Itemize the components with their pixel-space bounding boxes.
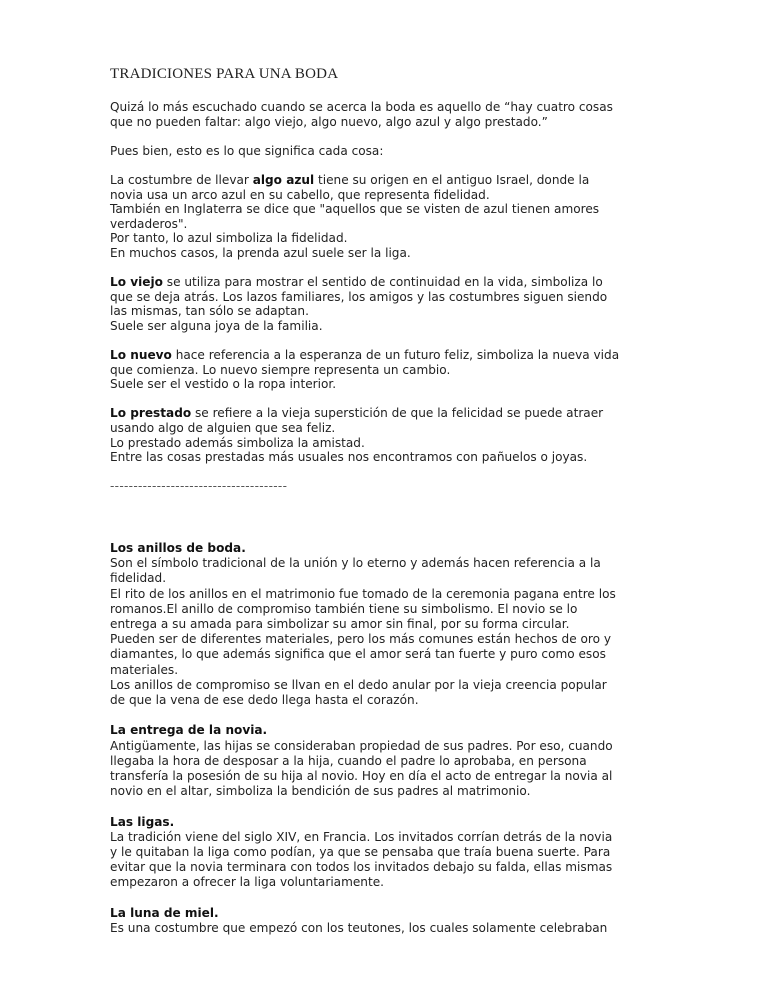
text-line: [110, 173, 619, 188]
text-run: se utiliza para mostrar el sentido de continuidad en la vida, simboliza lo: [162, 275, 603, 290]
bold-term: Lo prestado: [110, 406, 192, 421]
text-line: El rito de los anillos en el matrimonio fue tomado de la ceremonia pagana entre los: [110, 586, 616, 601]
section-heading: La entrega de la novia.: [110, 723, 268, 738]
lo-viejo-paragraph: [110, 275, 619, 333]
text-line: diamantes, lo que además significa que el amor será tan fuerte y puro como esos: [110, 647, 606, 662]
text-line: las mismas, tan sólo se adaptan.: [110, 304, 309, 319]
text-line: transfería la posesión de su hija al novio. Hoy en día el acto de entregar la novia al: [110, 769, 613, 784]
text-line: empezaron a ofrecer la liga voluntariamente.: [110, 875, 384, 890]
text-line: Suele ser el vestido o la ropa interior.: [110, 377, 337, 392]
anillos-paragraph: [110, 541, 616, 708]
text-line: romanos.El anillo de compromiso también tiene su simbolismo. El novio se lo: [110, 601, 578, 616]
text-line: que se deja atrás. Los lazos familiares, los amigos y las costumbres siguen siendo: [110, 289, 608, 304]
text-line: [110, 406, 619, 421]
separator-line: [110, 479, 619, 494]
luna-paragraph: [110, 906, 616, 936]
text-line: entrega a su amada para simbolizar su amor sin final, por su forma circular.: [110, 617, 570, 632]
bold-term: algo azul: [252, 172, 315, 187]
text-line: Son el símbolo tradicional de la unión y lo eterno y además hacen referencia a la: [110, 556, 601, 571]
text-line: Por tanto, lo azul simboliza la fidelidad.: [110, 231, 348, 246]
text-line: Pueden ser de diferentes materiales, pero los más comunes están hechos de oro y: [110, 632, 611, 647]
bold-term: Lo nuevo: [110, 348, 172, 363]
text-line: y le quitaban la liga como podían, ya que se pensaba que traía buena suerte. Para: [110, 845, 611, 860]
text-line: [110, 275, 619, 290]
lo-nuevo-paragraph: [110, 348, 619, 392]
entrega-paragraph: [110, 723, 616, 799]
text-line: llegaba la hora de desposar a la hija, cuando el padre lo aprobaba, en persona: [110, 753, 587, 768]
document-body: [110, 100, 619, 509]
section-heading: Las ligas.: [110, 814, 175, 829]
algo-azul-paragraph: [110, 173, 619, 261]
text-line: novia usa un arco azul en su cabello, que representa fidelidad.: [110, 187, 490, 202]
pues-paragraph: [110, 144, 619, 159]
text-line: que comienza. Lo nuevo siempre representa un cambio.: [110, 362, 451, 377]
text-line: Quizá lo más escuchado cuando se acerca la boda es aquello de “hay cuatro cosas: [110, 100, 613, 114]
text-line: Entre las cosas prestadas más usuales nos encontramos con pañuelos o joyas.: [110, 450, 588, 465]
dash-separator: --------------------------------------: [110, 479, 288, 494]
ligas-paragraph: [110, 815, 616, 891]
document-title: TRADICIONES PARA UNA BODA: [110, 66, 339, 82]
text-line: fidelidad.: [110, 571, 167, 586]
intro-paragraph: [110, 100, 619, 129]
text-line: materiales.: [110, 662, 179, 677]
text-line: verdaderos".: [110, 216, 188, 231]
text-line: Es una costumbre que empezó con los teutones, los cuales solamente celebraban: [110, 921, 608, 936]
text-line: novio en el altar, simboliza la bendición de sus padres al matrimonio.: [110, 784, 531, 799]
text-line: Antigüamente, las hijas se consideraban propiedad de sus padres. Por eso, cuando: [110, 738, 613, 753]
text-run: tiene su origen en el antiguo Israel, donde la: [314, 172, 590, 187]
text-line: Pues bien, esto es lo que significa cada cosa:: [110, 143, 384, 158]
traditions-section: [110, 541, 616, 951]
bold-term: Lo viejo: [110, 275, 163, 290]
text-line: [110, 348, 619, 363]
text-run: se refiere a la vieja superstición de que la felicidad se puede atraer: [191, 406, 604, 421]
text-line: que no pueden faltar: algo viejo, algo nuevo, algo azul y algo prestado.”: [110, 114, 548, 129]
text-line: Lo prestado además simboliza la amistad.: [110, 435, 365, 450]
section-heading: Los anillos de boda.: [110, 541, 246, 555]
text-run: La costumbre de llevar: [110, 172, 253, 187]
text-line: En muchos casos, la prenda azul suele ser la liga.: [110, 245, 411, 260]
text-line: Suele ser alguna joya de la familia.: [110, 318, 323, 333]
section-heading: La luna de miel.: [110, 905, 219, 920]
text-line: Los anillos de compromiso se llvan en el dedo anular por la vieja creencia popular: [110, 677, 607, 692]
lo-prestado-paragraph: [110, 406, 619, 464]
text-run: hace referencia a la esperanza de un futuro feliz, simboliza la nueva vida: [171, 348, 620, 363]
text-line: evitar que la novia terminara con todos los invitados debajo su falda, ellas mismas: [110, 860, 613, 875]
text-line: La tradición viene del siglo XIV, en Francia. Los invitados corrían detrás de la novia: [110, 829, 613, 844]
text-line: de que la vena de ese dedo llega hasta el corazón.: [110, 693, 419, 708]
text-line: usando algo de alguien que sea feliz.: [110, 421, 336, 436]
text-line: También en Inglaterra se dice que "aquellos que se visten de azul tienen amores: [110, 202, 600, 217]
